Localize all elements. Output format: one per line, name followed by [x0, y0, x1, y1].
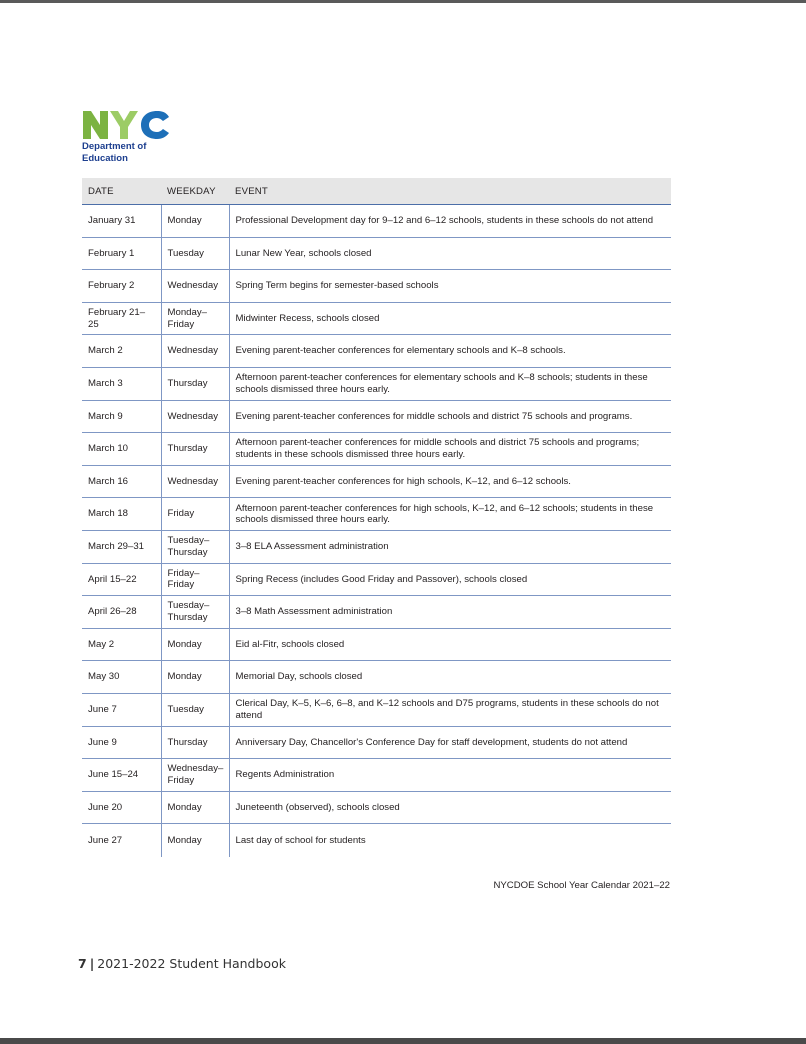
- cell-date: June 7: [82, 693, 161, 726]
- cell-event: Evening parent-teacher conferences for elementary schools and K–8 schools.: [229, 335, 671, 368]
- cell-weekday: Monday–Friday: [161, 302, 229, 335]
- cell-weekday: Monday: [161, 791, 229, 824]
- cell-weekday: Thursday: [161, 726, 229, 759]
- table-row: [82, 628, 671, 661]
- cell-date: June 9: [82, 726, 161, 759]
- cell-date: February 21–25: [82, 302, 161, 335]
- header-date: DATE: [82, 178, 161, 205]
- cell-weekday: Wednesday: [161, 400, 229, 433]
- cell-weekday: Tuesday: [161, 693, 229, 726]
- cell-date: March 16: [82, 465, 161, 498]
- cell-event: Anniversary Day, Chancellor's Conference Day for staff development, students do not attend: [229, 726, 671, 759]
- cell-date: March 3: [82, 367, 161, 400]
- cell-event: Spring Recess (includes Good Friday and Passover), schools closed: [229, 563, 671, 596]
- table-row: [82, 465, 671, 498]
- cell-event: Juneteenth (observed), schools closed: [229, 791, 671, 824]
- table-row: [82, 433, 671, 466]
- cell-weekday: Wednesday: [161, 465, 229, 498]
- cell-date: February 1: [82, 237, 161, 270]
- cell-event: Eid al-Fitr, schools closed: [229, 628, 671, 661]
- cell-weekday: Tuesday–Thursday: [161, 596, 229, 629]
- top-border: [0, 0, 806, 3]
- footer-separator: |: [89, 956, 95, 971]
- header-weekday: WEEKDAY: [161, 178, 229, 205]
- cell-weekday: Wednesday: [161, 270, 229, 303]
- bottom-border: [0, 1038, 806, 1044]
- cell-date: March 9: [82, 400, 161, 433]
- calendar-source-caption: NYCDOE School Year Calendar 2021–22: [493, 880, 670, 891]
- cell-weekday: Tuesday–Thursday: [161, 530, 229, 563]
- cell-event: Evening parent-teacher conferences for high schools, K–12, and 6–12 schools.: [229, 465, 671, 498]
- table-row: [82, 205, 671, 238]
- table-row: [82, 400, 671, 433]
- cell-event: Afternoon parent-teacher conferences for high schools, K–12, and 6–12 schools; students in these schools dismissed three hours early.: [229, 498, 671, 531]
- cell-weekday: Friday: [161, 498, 229, 531]
- cell-event: Midwinter Recess, schools closed: [229, 302, 671, 335]
- table-row: [82, 302, 671, 335]
- table-row: [82, 498, 671, 531]
- logo-text-line1: Department of: [82, 141, 147, 152]
- table-row: [82, 759, 671, 792]
- cell-date: May 2: [82, 628, 161, 661]
- cell-weekday: Friday–Friday: [161, 563, 229, 596]
- cell-event: Clerical Day, K–5, K–6, 6–8, and K–12 schools and D75 programs, students in these schools do not attend: [229, 693, 671, 726]
- logo-text-line2: Education: [82, 152, 128, 164]
- table-row: [82, 530, 671, 563]
- cell-weekday: Thursday: [161, 433, 229, 466]
- cell-event: Professional Development day for 9–12 and 6–12 schools, students in these schools do not attend: [229, 205, 671, 238]
- cell-event: Spring Term begins for semester-based schools: [229, 270, 671, 303]
- cell-date: May 30: [82, 661, 161, 694]
- cell-date: March 29–31: [82, 530, 161, 563]
- cell-date: June 27: [88, 835, 123, 847]
- handbook-title: 2021-2022 Student Handbook: [97, 956, 286, 971]
- cell-event: Regents Administration: [229, 759, 671, 792]
- cell-weekday: Monday: [161, 205, 229, 238]
- cell-weekday: Wednesday–Friday: [161, 759, 229, 792]
- table-row: [82, 563, 671, 596]
- cell-date: January 31: [82, 205, 161, 238]
- cell-date: June 15–24: [82, 759, 161, 792]
- cell-weekday: Tuesday: [161, 237, 229, 270]
- cell-event: Evening parent-teacher conferences for middle schools and district 75 schools and programs.: [229, 400, 671, 433]
- calendar-table: [82, 178, 671, 857]
- table-row: [82, 661, 671, 694]
- cell-weekday: Monday: [161, 661, 229, 694]
- table-row: [82, 367, 671, 400]
- cell-date: June 20: [82, 791, 161, 824]
- cell-event: Memorial Day, schools closed: [229, 661, 671, 694]
- cell-weekday: Wednesday: [161, 335, 229, 368]
- table-row: [82, 824, 671, 858]
- table-row: [82, 270, 671, 303]
- table-row: [82, 726, 671, 759]
- cell-event: Afternoon parent-teacher conferences for middle schools and district 75 schools and programs; students in these schools dismissed three hours early.: [229, 433, 671, 466]
- table-row: [82, 693, 671, 726]
- cell-weekday: Thursday: [161, 367, 229, 400]
- cell-date: April 26–28: [82, 596, 161, 629]
- cell-date: April 15–22: [82, 563, 161, 596]
- table-row: [82, 237, 671, 270]
- cell-weekday: Monday: [161, 824, 229, 858]
- page-number: 7: [78, 956, 87, 971]
- cell-event: Lunar New Year, schools closed: [229, 237, 671, 270]
- cell-event: 3–8 Math Assessment administration: [229, 596, 671, 629]
- header-event: EVENT: [229, 178, 671, 205]
- cell-date: March 18: [82, 498, 161, 531]
- cell-date: February 2: [82, 270, 161, 303]
- cell-date: March 10: [82, 433, 161, 466]
- cell-event: Afternoon parent-teacher conferences for elementary schools and K–8 schools; students in these schools dismissed three hours early.: [229, 367, 671, 400]
- cell-weekday: Monday: [161, 628, 229, 661]
- cell-date: March 2: [82, 335, 161, 368]
- nyc-doe-logo: [82, 110, 182, 163]
- page-footer: [78, 956, 286, 971]
- table-row: [82, 335, 671, 368]
- table-row: [82, 791, 671, 824]
- table-header-row: [82, 178, 671, 205]
- cell-event: Last day of school for students: [229, 824, 671, 858]
- cell-event: 3–8 ELA Assessment administration: [229, 530, 671, 563]
- table-row: [82, 596, 671, 629]
- nyc-logo-mark: [82, 110, 172, 140]
